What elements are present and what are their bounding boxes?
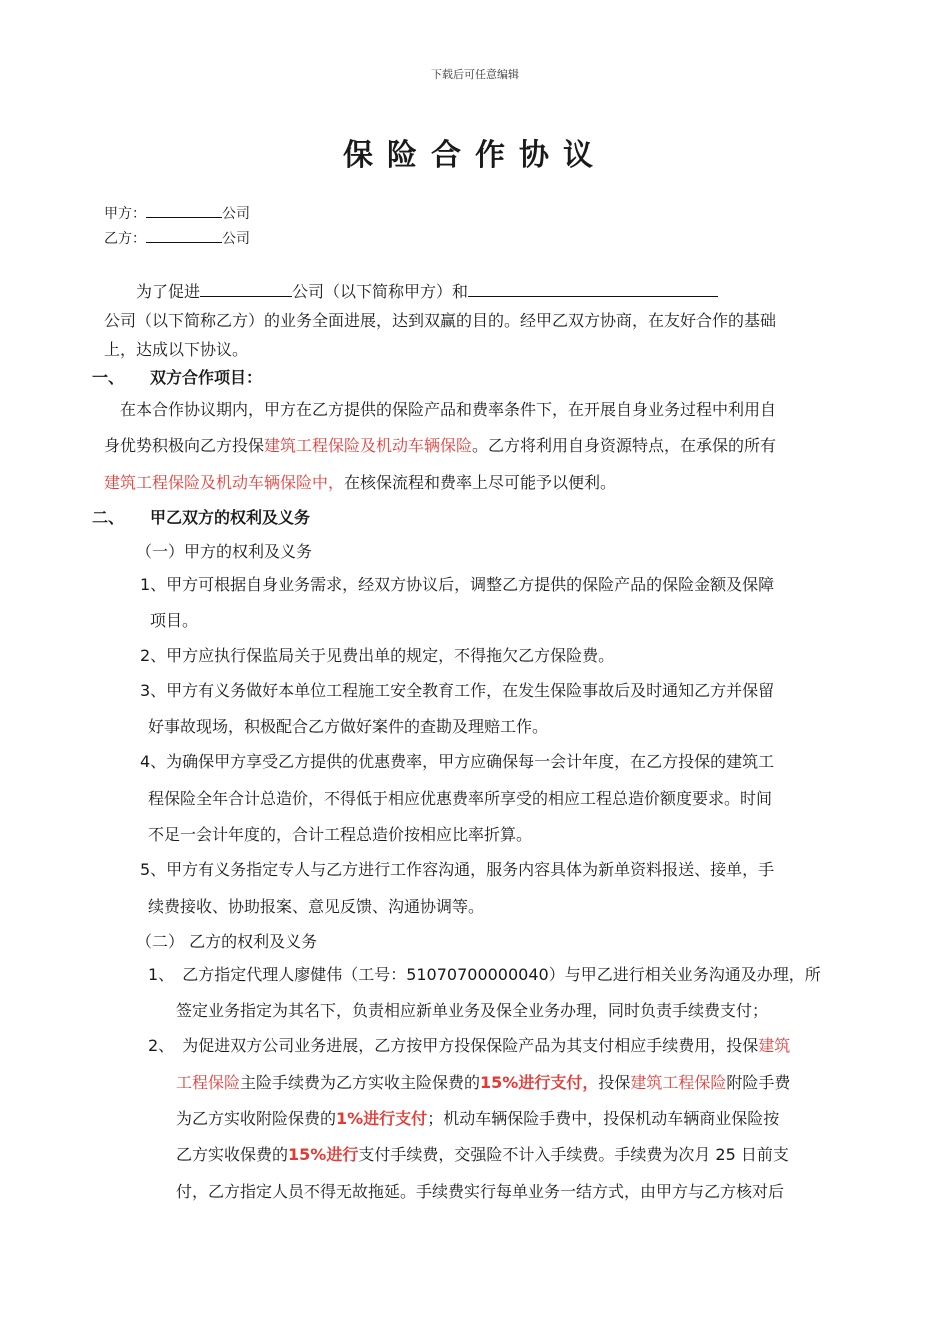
s1-text: 。乙方将利用自身资源特点，在承保的所有 (472, 436, 777, 455)
b2-rate: 15%进行支付， (480, 1073, 599, 1092)
a5-line-2: 续费接收、协助报案、意见反馈、沟通协调等。 (148, 897, 485, 916)
b2-rate: 15%进行 (288, 1145, 359, 1164)
section-1-heading (92, 365, 262, 388)
b2-text: 支付手续费，交强险不计入手续费。手续费为次月 25 日前支 (358, 1145, 789, 1164)
a3-line-1: 3、甲方有义务做好本单位工程施工安全教育工作，在发生保险事故后及时通知乙方并保留 (140, 681, 775, 700)
intro-line-2: 公司（以下简称乙方）的业务全面进展，达到双赢的目的。经甲乙双方协商，在友好合作的基础 (104, 311, 777, 330)
b1-line-1 (148, 962, 821, 985)
b1-number: 1、 (148, 965, 175, 984)
section-2-title: 甲乙双方的权利及义务 (150, 508, 311, 527)
intro-text-2: 公司（以下简称甲方）和 (292, 282, 469, 301)
party-a-blank (146, 203, 222, 218)
intro-line-3: 上，达成以下协议。 (104, 340, 249, 359)
s1-highlight: 建筑工程保险及机动车辆保险 (264, 436, 473, 455)
intro-line-1 (136, 279, 718, 302)
b2-text: 为促进双方公司业务进展，乙方按甲方投保保险产品为其支付相应手续费用，投保 (182, 1036, 759, 1055)
a1-line-1: 1、甲方可根据自身业务需求，经双方协议后，调整乙方提供的保险产品的保险金额及保障 (140, 575, 775, 594)
b2-highlight: 工程保险 (176, 1073, 241, 1092)
a1-line-2: 项目。 (150, 611, 199, 630)
section-2-number: 二、 (92, 508, 125, 527)
section-1-number: 一、 (92, 368, 125, 387)
intro-blank-2 (468, 282, 718, 297)
s1-line-2 (104, 433, 776, 456)
a2-line-1: 2、甲方应执行保监局关于见费出单的规定，不得拖欠乙方保险费。 (140, 646, 615, 665)
s1-text: 在核保流程和费率上尽可能予以便利。 (344, 473, 617, 492)
b2-text: 为乙方实收附险保费的 (176, 1109, 337, 1128)
b2-text: ；机动车辆保险手费中，投保机动车辆商业保险按 (427, 1109, 780, 1128)
s1-highlight: 建筑工程保险及机动车辆保险中， (104, 473, 345, 492)
b2-highlight: 建筑工程保险 (630, 1073, 727, 1092)
party-a-suffix: 公司 (222, 206, 250, 222)
b2-text: 主险手续费为乙方实收主险保费的 (240, 1073, 481, 1092)
b2-rate: 1%进行支付 (336, 1109, 428, 1128)
b2-line-2 (176, 1070, 790, 1093)
document-title: 保险合作协议 (343, 138, 607, 173)
party-b-blank (146, 228, 222, 243)
party-a-line (104, 203, 250, 223)
b2-text: 乙方实收保费的 (176, 1145, 289, 1164)
party-b-label: 乙方： (104, 231, 146, 247)
b2-text: 附险手费 (726, 1073, 791, 1092)
subsection-b-heading: （二） 乙方的权利及义务 (136, 932, 318, 951)
b2-line-4 (176, 1142, 789, 1165)
intro-blank-1 (200, 282, 292, 297)
party-a-label: 甲方： (104, 206, 146, 222)
b1-text: 乙方指定代理人廖健伟（工号：51070700000040）与甲乙进行相关业务沟通及办理，所 (182, 965, 821, 984)
a4-line-2: 程保险全年合计总造价，不得低于相应优惠费率所享受的相应工程总造价额度要求。时间 (148, 789, 773, 808)
s1-text: 身优势积极向乙方投保 (104, 436, 265, 455)
b2-line-3 (176, 1106, 779, 1129)
section-1-title: 双方合作项目： (150, 368, 263, 387)
intro-text-1: 为了促进 (136, 282, 201, 301)
b2-highlight: 建筑 (758, 1036, 791, 1055)
party-b-suffix: 公司 (222, 231, 250, 247)
b2-line-5: 付，乙方指定人员不得无故拖延。手续费实行每单业务一结方式，由甲方与乙方核对后 (176, 1182, 785, 1201)
header-note: 下载后可任意编辑 (431, 68, 519, 81)
b2-text: 投保 (598, 1073, 631, 1092)
a4-line-3: 不足一会计年度的，合计工程总造价按相应比率折算。 (148, 825, 533, 844)
party-b-line (104, 228, 250, 248)
a3-line-2: 好事故现场，积极配合乙方做好案件的查勘及理赔工作。 (148, 717, 549, 736)
s1-line-3 (104, 470, 616, 493)
b2-number: 2、 (148, 1036, 175, 1055)
b1-line-2: 签定业务指定为其名下，负责相应新单业务及保全业务办理，同时负责手续费支付； (176, 1001, 769, 1020)
section-2-heading (92, 505, 310, 528)
s1-line-1: 在本合作协议期内，甲方在乙方提供的保险产品和费率条件下，在开展自身业务过程中利用自 (120, 400, 777, 419)
a4-line-1: 4、为确保甲方享受乙方提供的优惠费率，甲方应确保每一会计年度，在乙方投保的建筑工 (140, 752, 775, 771)
subsection-a-heading: （一）甲方的权利及义务 (136, 542, 313, 561)
a5-line-1: 5、甲方有义务指定专人与乙方进行工作容沟通，服务内容具体为新单资料报送、接单，手 (140, 860, 775, 879)
b2-line-1 (148, 1033, 790, 1056)
